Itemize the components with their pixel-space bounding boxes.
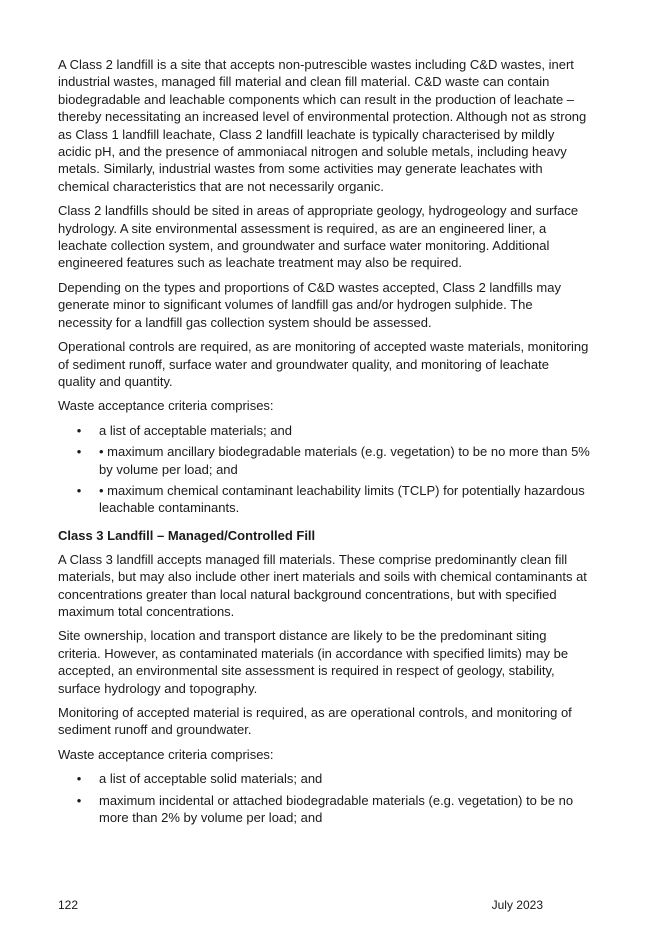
bullet-icon: • xyxy=(76,482,82,498)
list-item xyxy=(58,792,590,827)
class2-criteria-list xyxy=(58,422,590,517)
page-content xyxy=(58,56,590,834)
class3-criteria-list xyxy=(58,770,590,826)
paragraph-class3-criteria-intro: Waste acceptance criteria comprises: xyxy=(58,746,274,762)
paragraph-class3-siting: Site ownership, location and transport distance are likely to be the predominant siting criteria. However, as contaminated materials (in accordance with specified limits) may be accepted, an environmental site assessment is required in respect of geology, stability, surface hydrology and topography. xyxy=(58,628,569,696)
bullet-icon: • xyxy=(76,771,82,787)
list-item xyxy=(58,443,590,478)
list-item-text: a list of acceptable materials; and xyxy=(99,422,292,438)
page-number: 122 xyxy=(58,898,79,912)
paragraph-class2-gas: Depending on the types and proportions of C&D wastes accepted, Class 2 landfills may generate minor to significant volumes of landfill gas and/or hydrogen sulphide. The necessity for a landfill gas collection system should be assessed. xyxy=(58,279,561,330)
paragraph-class2-siting: Class 2 landfills should be sited in areas of appropriate geology, hydrogeology and surface hydrology. A site environmental assessment is required, as are an engineered liner, a leachate collection system, and groundwater and surface water monitoring. Additional engineered features such as leachate treatment may also be required. xyxy=(58,203,579,271)
bullet-icon: • xyxy=(76,792,82,808)
list-item-text: a list of acceptable solid materials; and xyxy=(99,771,323,787)
bullet-icon: • xyxy=(76,422,82,438)
list-item-text: • maximum ancillary biodegradable materials (e.g. vegetation) to be no more than 5% by volume per load; and xyxy=(99,444,590,477)
paragraph-class3-intro: A Class 3 landfill accepts managed fill materials. These comprise predominantly clean fill materials, but may also include other inert materials and soils with chemical contaminants at concentrations greater than local natural background concentrations, but with specified maximum total concentrations. xyxy=(58,551,587,619)
paragraph-class2-controls: Operational controls are required, as are monitoring of accepted waste materials, monitoring of sediment runoff, surface water and groundwater quality, and monitoring of leachate quality and quantity. xyxy=(58,339,589,389)
list-item xyxy=(58,482,590,517)
list-item-text: maximum incidental or attached biodegradable materials (e.g. vegetation) to be no more than 2% by volume per load; and xyxy=(99,792,574,826)
list-item xyxy=(58,770,590,787)
paragraph-class3-monitoring: Monitoring of accepted material is required, as are operational controls, and monitoring of sediment runoff and groundwater. xyxy=(58,705,572,738)
bullet-icon: • xyxy=(76,444,82,460)
footer-date: July 2023 xyxy=(491,898,543,912)
list-item-text: • maximum chemical contaminant leachability limits (TCLP) for potentially hazardous leachable contaminants. xyxy=(99,482,585,516)
list-item xyxy=(58,422,590,439)
paragraph-class2-criteria-intro: Waste acceptance criteria comprises: xyxy=(58,398,274,414)
paragraph-class2-intro: A Class 2 landfill is a site that accepts non-putrescible wastes including C&D wastes, inert industrial wastes, managed fill material and clean fill material. C&D waste can contain biodegradable and leachable components which can result in the production of leachate – thereby necessitating an increased level of environmental protection. Although not as strong as Class 1 landfill leachate, Class 2 landfill leachate is typically characterised by mildly acidic pH, and the presence of ammoniacal nitrogen and soluble metals, including heavy metals. Similarly, industrial wastes from some activities may generate leachates with chemical characteristics that are not necessarily organic. xyxy=(58,57,587,194)
section-heading-class3: Class 3 Landfill – Managed/Controlled Fill xyxy=(58,527,316,543)
